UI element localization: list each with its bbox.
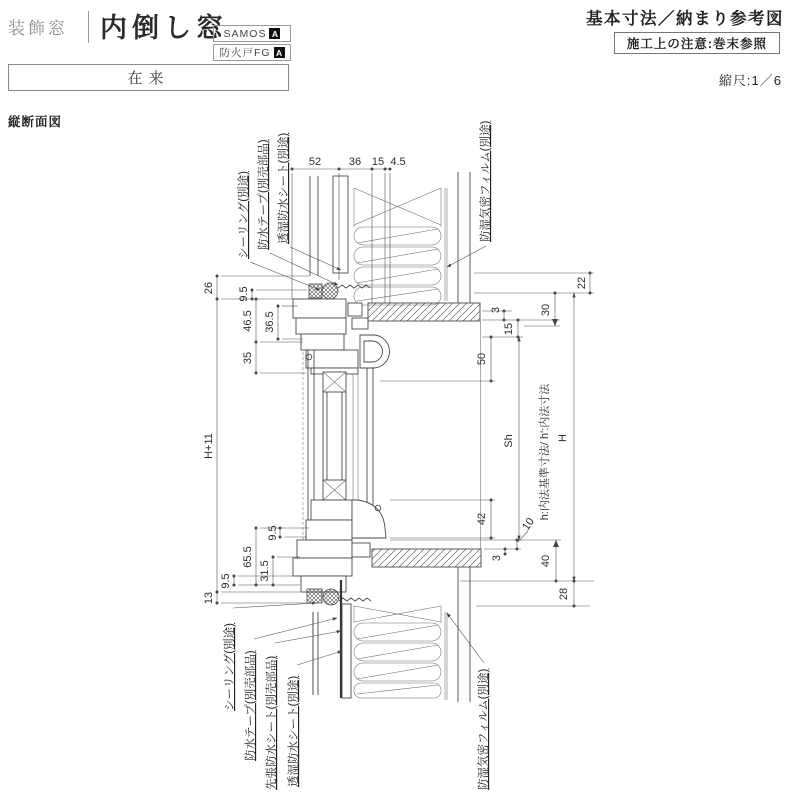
callout-presheet-bottom: 先張防水シート(別売部品) [266,655,278,790]
dim-10: 10 [520,515,537,533]
callout-tape-bottom: 防水テープ(別売部品) [245,650,257,761]
dim-3-top: 3 [490,306,502,314]
dim-26: 26 [203,281,215,295]
dim-4-5: 4.5 [390,156,406,168]
category-label: 装飾窓 [8,19,68,38]
construction-note-box: 施工上の注意:巻末参照 [614,32,780,54]
dim-h-plus-11: H+11 [203,433,215,459]
dim-22: 22 [576,276,588,290]
badge-boukado-mark: A [274,47,285,58]
dim-52: 52 [308,156,322,168]
dim-15-right: 15 [503,322,515,336]
dim-h: H [557,434,569,442]
dim-3-bottom: 3 [491,554,503,562]
dim-15-top: 15 [371,156,385,168]
section-view-label: 縦断面図 [8,115,63,129]
dim-36: 36 [348,156,362,168]
dimensions-left [203,275,309,605]
dim-9-5-outer-bottom: 9.5 [220,573,232,589]
insulation-batt-bottom [354,606,441,698]
dim-31-5: 31.5 [259,560,271,582]
callout-sealing-top: シーリング(別途) [238,171,250,259]
callout-sheet-bottom: 透湿防水シート(別途) [288,675,300,787]
dim-30: 30 [540,303,552,317]
badge-samos-label: SAMOS [223,27,267,40]
interior-head-trim [368,303,480,321]
dim-65-5: 65.5 [242,546,254,568]
dim-40: 40 [540,554,552,568]
insulation-batt-top [354,188,441,305]
dim-50: 50 [476,352,488,366]
dim-46-5: 46.5 [242,310,254,332]
sash-bottom-rail [306,480,386,540]
dim-note: h:内法基準寸法/ h':内法寸法 [539,383,551,521]
dim-35: 35 [242,351,254,365]
interior-sill-trim [372,549,481,567]
scale-label: 縮尺:1／6 [718,73,782,88]
callout-sealing-bottom: シーリング(別途) [224,623,236,711]
sealing-detail-top [309,283,370,299]
badge-boukado-label: 防火戸FG [219,47,271,59]
dim-13: 13 [203,591,215,605]
dim-sh: Sh [503,434,515,448]
callout-film-top: 防湿気密フィルム(別途) [480,120,492,242]
construction-method-box: 在来 [8,64,289,91]
dim-36-5: 36.5 [264,311,276,333]
document-title: 基本寸法／納まり参考図 [586,10,784,28]
callouts-top [236,121,492,290]
dim-9-5-top: 9.5 [238,286,250,302]
callouts-bottom [222,603,490,790]
badge-samos-mark: A [269,28,280,39]
callout-film-bottom: 防湿気密フィルム(別途) [478,668,490,790]
dim-42: 42 [476,512,488,526]
window-sill-frame [293,540,481,592]
dim-28: 28 [558,587,570,601]
callout-tape-top: 防水テープ(別売部品) [258,139,270,250]
callout-sheet-top: 透湿防水シート(別途) [278,132,290,244]
page-title: 内倒し窓 [100,13,228,43]
dim-9-5-inner-bottom: 9.5 [267,525,279,541]
